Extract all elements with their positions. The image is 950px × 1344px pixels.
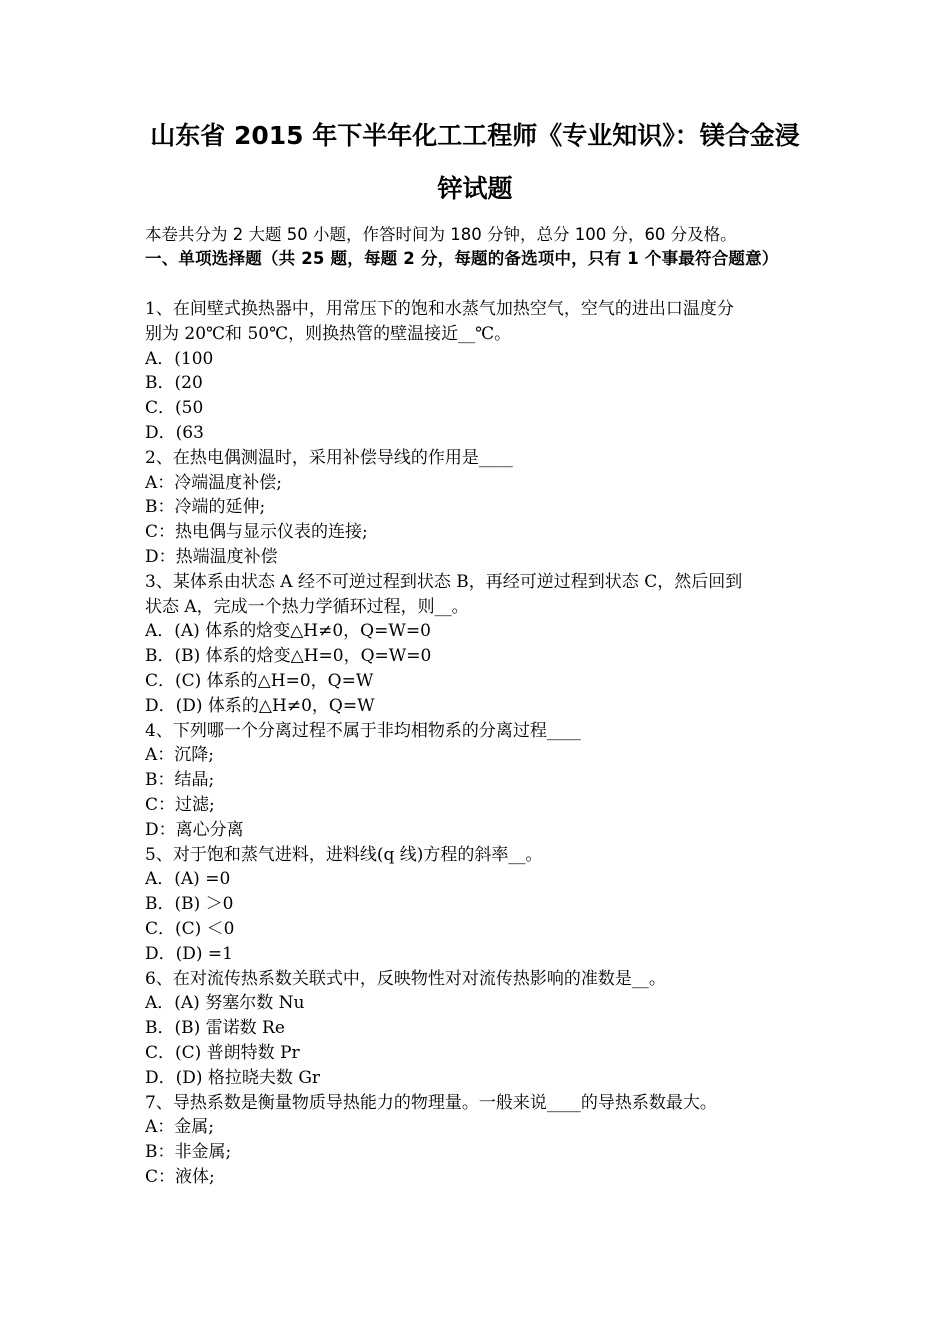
answer-option: C．(C) 普朗特数 Pr xyxy=(145,1042,300,1063)
section-heading: 一、单项选择题（共 25 题，每题 2 分，每题的备选项中，只有 1 个事最符合题意） xyxy=(145,249,779,268)
answer-option: B：结晶; xyxy=(145,770,215,791)
document-title-line-1: 山东省 2015 年下半年化工工程师《专业知识》：镁合金浸 xyxy=(150,121,800,150)
answer-option: C．(C) ＜0 xyxy=(145,918,235,939)
question-block xyxy=(145,843,810,967)
question-stem: 3、某体系由状态 A 经不可逆过程到状态 B，再经可逆过程到状态 C，然后回到 xyxy=(145,571,743,592)
answer-option: D．(63 xyxy=(145,422,204,443)
answer-option: D．(D) =1 xyxy=(145,943,233,964)
question-stem: 1、在间壁式换热器中，用常压下的饱和水蒸气加热空气，空气的进出口温度分 xyxy=(145,299,734,319)
question-block xyxy=(145,297,810,446)
answer-option: D：热端温度补偿 xyxy=(145,546,278,567)
answer-option: D：离心分离 xyxy=(145,819,244,840)
answer-option: C：过滤; xyxy=(145,794,215,815)
answer-option: B．(B) 雷诺数 Re xyxy=(145,1018,285,1039)
answer-option: A．(A) 体系的焓变△H≠0，Q=W=0 xyxy=(145,621,431,642)
answer-option: A．(A) 努塞尔数 Nu xyxy=(145,993,305,1014)
question-stem: 7、导热系数是衡量物质导热能力的物理量。一般来说____的导热系数最大。 xyxy=(145,1092,717,1113)
question-block xyxy=(145,719,810,843)
question-list xyxy=(145,297,810,1190)
answer-option: B：冷端的延伸; xyxy=(145,497,266,518)
answer-option: D．(D) 格拉晓夫数 Gr xyxy=(145,1067,321,1088)
question-stem: 状态 A，完成一个热力学循环过程，则__。 xyxy=(145,596,469,617)
answer-option: B：非金属; xyxy=(145,1142,232,1163)
answer-option: A．(A) =0 xyxy=(145,869,231,890)
answer-option: A：冷端温度补偿; xyxy=(145,472,283,493)
answer-option: C．(50 xyxy=(145,398,204,419)
answer-option: B．(20 xyxy=(145,373,203,394)
answer-option: B．(B) 体系的焓变△H=0，Q=W=0 xyxy=(145,646,432,667)
answer-option: C．(C) 体系的△H=0，Q=W xyxy=(145,670,374,691)
question-stem: 4、下列哪一个分离过程不属于非均相物系的分离过程____ xyxy=(145,720,581,741)
exam-intro: 本卷共分为 2 大题 50 小题，作答时间为 180 分钟，总分 100 分，60 分及格。 xyxy=(145,225,737,244)
question-stem: 6、在对流传热系数关联式中，反映物性对对流传热影响的准数是__。 xyxy=(145,968,666,989)
question-block xyxy=(145,967,810,1091)
question-stem: 别为 20℃和 50℃，则换热管的壁温接近__℃。 xyxy=(145,323,512,344)
answer-option: C：液体; xyxy=(145,1166,215,1187)
question-stem: 5、对于饱和蒸气进料，进料线(q 线)方程的斜率__。 xyxy=(145,844,543,865)
answer-option: A：沉降; xyxy=(145,745,215,766)
answer-option: B．(B) ＞0 xyxy=(145,894,234,915)
question-block xyxy=(145,446,810,570)
question-block xyxy=(145,1091,810,1190)
document-title-line-2: 锌试题 xyxy=(437,174,513,203)
question-stem: 2、在热电偶测温时，采用补偿导线的作用是____ xyxy=(145,447,513,468)
answer-option: C：热电偶与显示仪表的连接; xyxy=(145,522,368,543)
answer-option: A．(100 xyxy=(145,348,214,369)
question-block xyxy=(145,570,810,719)
answer-option: A：金属; xyxy=(145,1117,215,1138)
answer-option: D．(D) 体系的△H≠0，Q=W xyxy=(145,695,375,716)
